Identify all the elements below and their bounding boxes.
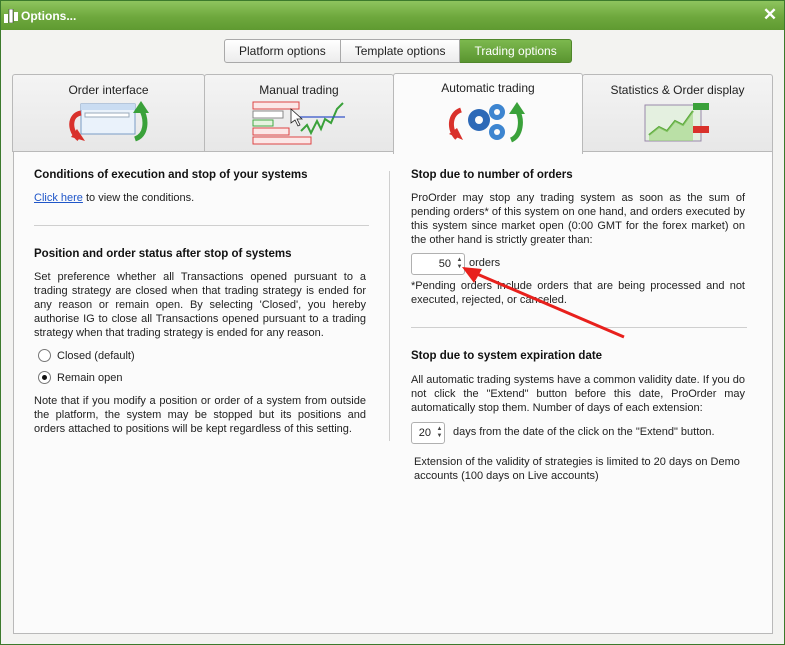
manual-trading-icon: [251, 101, 347, 145]
conditions-text: [34, 191, 374, 205]
conditions-link-suffix: to view the conditions.: [82, 192, 195, 204]
radio-remain-open[interactable]: [38, 371, 122, 384]
tab-template-options[interactable]: Template options: [341, 39, 461, 63]
tab-automatic-trading[interactable]: [393, 73, 583, 154]
expiration-heading: Stop due to system expiration date: [411, 350, 603, 362]
tab-trading-options[interactable]: Trading options: [460, 39, 571, 63]
tab-label: Statistics & Order display: [610, 83, 745, 97]
annotation-arrow: [456, 263, 631, 343]
spinner-up-icon[interactable]: ▲: [456, 257, 463, 263]
conditions-heading: Conditions of execution and stop of your systems: [34, 169, 308, 181]
extension-limit-note: Extension of the validity of strategies is limited to 20 days on Demo accounts (100 days on Live accounts): [414, 456, 740, 482]
orders-unit-label: orders: [469, 257, 501, 269]
position-status-heading: Position and order status after stop of systems: [34, 248, 292, 260]
extension-unit-label: days from the date of the click on the "Extend" button.: [453, 426, 715, 438]
tab-label: Order interface: [68, 83, 149, 97]
extension-days-value[interactable]: 20: [418, 427, 431, 439]
tab-manual-trading[interactable]: [204, 74, 394, 152]
radio-label: Remain open: [57, 371, 123, 384]
app-icon: [4, 9, 19, 23]
column-divider: [389, 171, 390, 441]
close-icon[interactable]: ✕: [762, 5, 778, 24]
radio-circle[interactable]: [38, 349, 51, 362]
conditions-link[interactable]: Click here: [34, 192, 83, 204]
modification-note: Note that if you modify a position or order of a system from outside the platform, the system may be stopped but its positions and orders attached to positions will be kept regardless of this setting.: [34, 395, 366, 435]
title-bar[interactable]: [1, 1, 784, 30]
window-title: Options...: [21, 9, 77, 23]
tab-platform-options[interactable]: Platform options: [224, 39, 341, 63]
tab-label: Automatic trading: [441, 81, 535, 95]
radio-closed-default[interactable]: [38, 349, 135, 362]
orders-stop-heading: Stop due to number of orders: [411, 169, 573, 181]
spinner-up-icon[interactable]: ▲: [436, 426, 443, 432]
expiration-text: All automatic trading systems have a common validity date. If you do not click the "Extend" button before this date, ProOrder may automatically stop them. Number of days of each extension:: [411, 374, 745, 414]
orders-stop-text: ProOrder may stop any trading system as soon as the sum of pending orders* of this system on one hand, and orders executed by this system since market open (0:00 GMT for the forex market) on the other hand is strictly greater than:: [411, 192, 745, 246]
position-status-text: Set preference whether all Transactions opened pursuant to a trading strategy are closed when that trading strategy is ended for any reason or remain open. By selecting 'Closed', you hereby authorise IG to close all Transactions opened pursuant to a trading strategy when that trading strategy is ended for any reason.: [34, 271, 366, 339]
options-category-tabs: [224, 39, 572, 63]
radio-circle-selected[interactable]: [38, 371, 51, 384]
statistics-icon: [641, 101, 715, 145]
tab-label: Manual trading: [259, 83, 339, 97]
max-orders-value[interactable]: 50: [438, 258, 451, 270]
pending-orders-footnote: *Pending orders include orders that are being processed and not executed, rejected, or canceled.: [411, 280, 745, 306]
tab-statistics-order-display[interactable]: [582, 74, 773, 152]
tab-order-interface[interactable]: [12, 74, 205, 152]
spinner-down-icon[interactable]: ▼: [456, 264, 463, 270]
extension-days-stepper[interactable]: [411, 422, 445, 444]
automatic-trading-icon: [445, 100, 531, 144]
section-divider: [34, 225, 369, 226]
order-interface-icon: [67, 101, 151, 145]
radio-label: Closed (default): [57, 349, 135, 362]
spinner-down-icon[interactable]: ▼: [436, 433, 443, 439]
